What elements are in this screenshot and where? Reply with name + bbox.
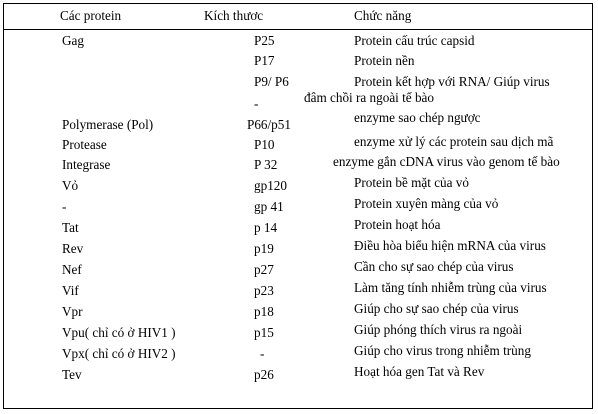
protein-cell: - (62, 199, 67, 214)
protein-cell: Vpr (62, 304, 83, 319)
size-cell: p19 (254, 241, 274, 256)
size-cell: - (260, 346, 265, 361)
size-cell: gp 41 (254, 199, 284, 214)
function-cell: enzyme sao chép ngược (354, 110, 481, 125)
header-protein: Các protein (60, 8, 122, 23)
protein-cell: Integrase (62, 157, 111, 172)
function-cell: Giúp cho sự sao chép của virus (354, 301, 519, 316)
size-cell: - (254, 96, 259, 111)
size-cell: P25 (254, 33, 275, 48)
size-cell: gp120 (254, 178, 287, 193)
protein-cell: Vpu( chỉ có ở HIV1 ) (62, 325, 176, 340)
function-cell: Cần cho sự sao chép của virus (354, 259, 514, 274)
function-cell-continued: đâm chồi ra ngoài tế bào (304, 90, 434, 105)
function-cell: Protein bề mặt của vỏ (354, 175, 469, 190)
function-cell: enzyme xử lý các protein sau dịch mã (354, 134, 554, 149)
size-cell: P17 (254, 53, 275, 68)
protein-cell: Tev (62, 367, 82, 382)
size-cell: p23 (254, 283, 274, 298)
protein-cell: Polymerase (Pol) (62, 117, 154, 132)
function-cell: Protein cấu trúc capsid (354, 33, 475, 48)
function-cell: Giúp phóng thích virus ra ngoài (354, 322, 523, 337)
function-cell: enzyme gắn cDNA virus vào genom tế bào (333, 154, 560, 169)
protein-cell: Nef (62, 262, 82, 277)
function-cell: Giúp cho virus trong nhiễm trùng (354, 343, 531, 358)
protein-cell: Vỏ (62, 178, 79, 193)
size-cell: P10 (254, 137, 275, 152)
header-function: Chức năng (354, 8, 412, 23)
function-cell: Protein xuyên màng của vỏ (354, 196, 499, 211)
header-size: Kích thươc (204, 8, 264, 23)
protein-cell: Tat (62, 220, 79, 235)
protein-cell: Vpx( chỉ có ở HIV2 ) (62, 346, 176, 361)
function-cell: Protein hoạt hóa (354, 217, 441, 232)
size-cell: p18 (254, 304, 274, 319)
protein-cell: Gag (62, 33, 84, 48)
function-cell: Protein nền (354, 53, 415, 68)
size-cell: P66/p51 (247, 117, 291, 132)
function-cell: Protein kết hợp với RNA/ Giúp virus (354, 74, 550, 89)
size-cell: p27 (254, 262, 274, 277)
size-cell: P9/ P6 (254, 74, 289, 89)
size-cell: p 14 (254, 220, 278, 235)
size-cell: p15 (254, 325, 274, 340)
protein-cell: Rev (62, 241, 84, 256)
protein-cell: Vif (62, 283, 79, 298)
header-divider (3, 29, 593, 30)
function-cell: Điều hòa biểu hiện mRNA của virus (354, 238, 546, 253)
function-cell: Hoạt hóa gen Tat và Rev (354, 364, 485, 379)
protein-cell: Protease (62, 137, 107, 152)
size-cell: p26 (254, 367, 274, 382)
function-cell: Làm tăng tính nhiễm trùng của virus (354, 280, 547, 295)
size-cell: P 32 (254, 157, 278, 172)
